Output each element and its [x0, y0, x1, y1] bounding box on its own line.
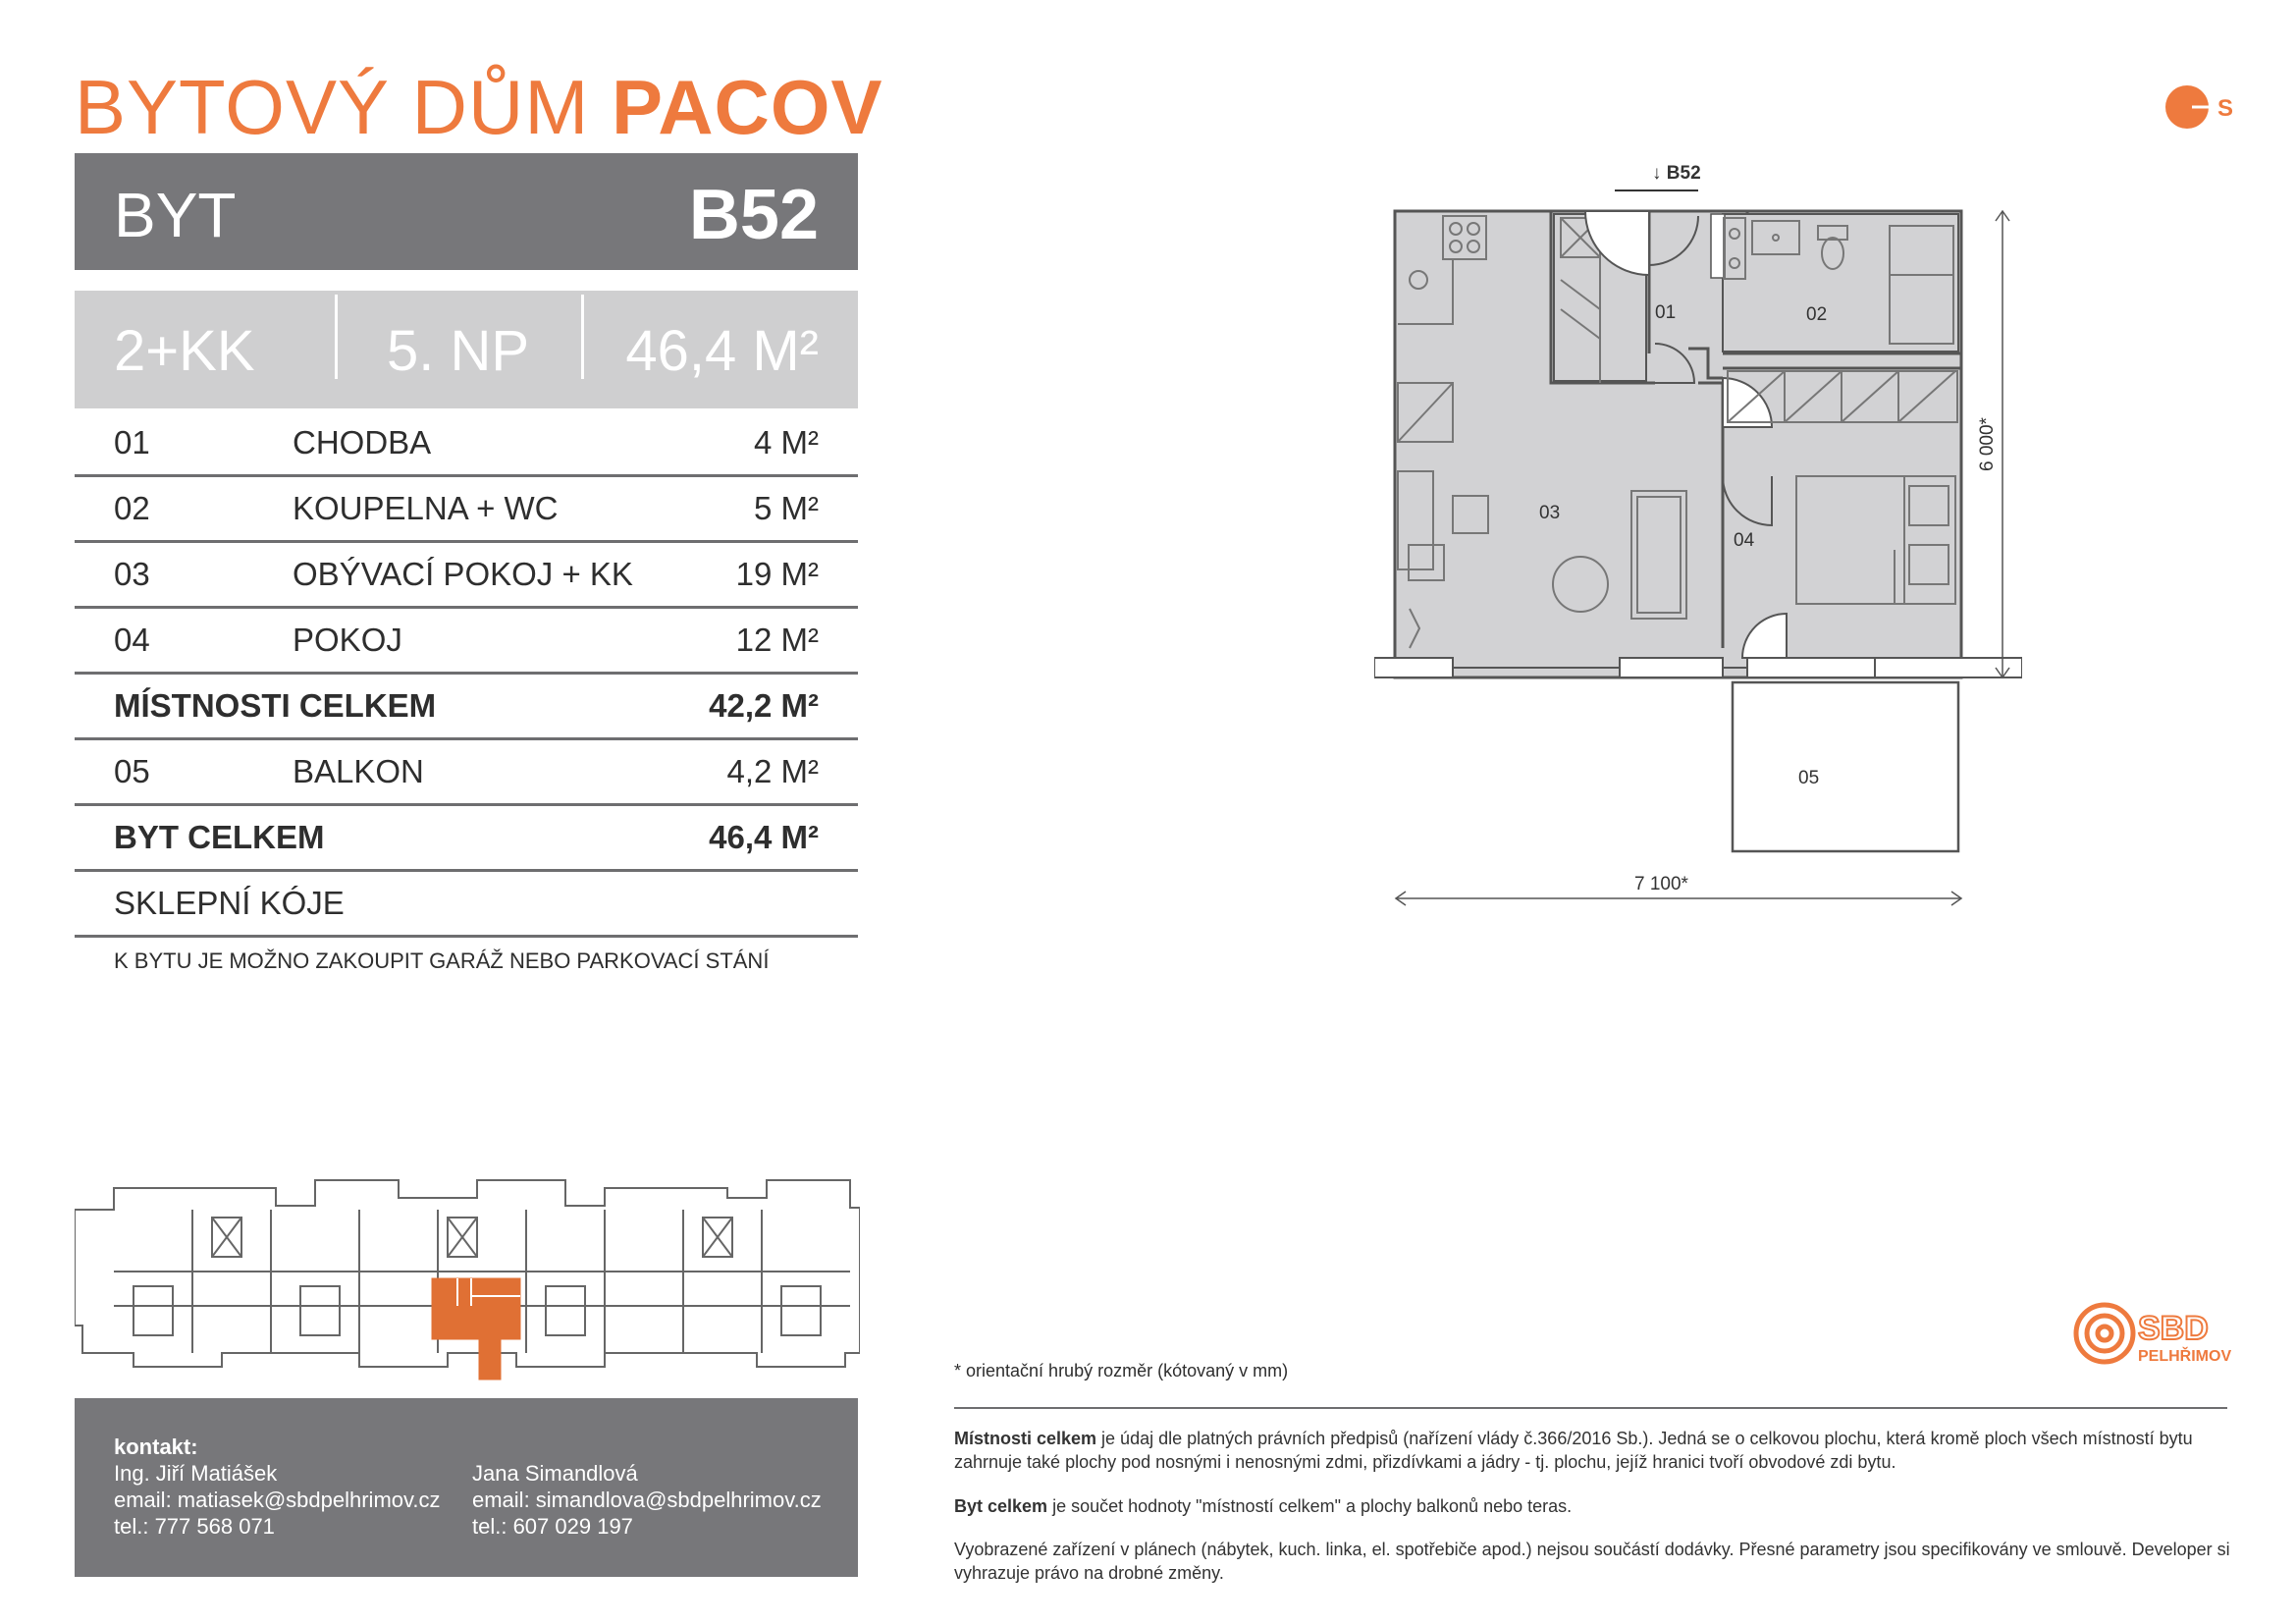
building-key-plan — [75, 1178, 860, 1384]
unit-summary — [75, 291, 858, 408]
cellar-label: SKLEPNÍ KÓJE — [114, 885, 345, 921]
definition: je údaj dle platných právních předpisů (nařízení vlády č.366/2016 Sb.). Jedná se o celkovou plochu, která kromě ploch všech místností bytu zahrnuje také plochy pod nosnými i nenosnými zdmi, přizdívkami a jádry - tj. plochu, jejíž hranici tvoří obvodové zdi bytu. — [954, 1429, 2193, 1472]
balcony-area — [1733, 682, 1958, 851]
page-title — [75, 64, 883, 150]
room-name: OBÝVACÍ POKOJ + KK — [293, 556, 633, 592]
unit-floor: 5. NP — [387, 319, 530, 383]
contact-name: Jana Simandlová — [472, 1461, 638, 1486]
room-label-05: 05 — [1798, 768, 1820, 788]
unit-total-area: 46,4 M² — [709, 819, 819, 855]
summary-divider — [335, 295, 338, 379]
contact-name: Ing. Jiří Matiášek — [114, 1461, 278, 1486]
summary-divider — [581, 295, 584, 379]
contact-email[interactable]: email: simandlova@sbdpelhrimov.cz — [472, 1488, 822, 1512]
term: Byt celkem — [954, 1496, 1048, 1516]
room-label-04: 04 — [1734, 530, 1755, 551]
dimension-width: 7 100* — [1634, 874, 1688, 894]
dimension-note: * orientační hrubý rozměr (kótovaný v mm) — [954, 1361, 1289, 1380]
unit-total-note — [954, 1494, 2230, 1518]
unit-area: 46,4 M² — [625, 319, 819, 383]
contact-person-2 — [472, 1460, 822, 1540]
room-row — [75, 540, 858, 609]
entry-label: ↓ B52 — [1652, 163, 1701, 184]
term: Místnosti celkem — [954, 1429, 1097, 1448]
room-number: 01 — [114, 424, 150, 460]
title-bold: PACOV — [611, 64, 883, 150]
rooms-total-area: 42,2 M² — [709, 687, 819, 724]
contact-heading: kontakt: — [114, 1435, 198, 1459]
room-area: 5 M² — [754, 490, 819, 526]
room-area: 12 M² — [735, 622, 819, 658]
cellar-row — [75, 869, 858, 938]
room-number: 02 — [114, 490, 150, 526]
room-number: 03 — [114, 556, 150, 592]
room-row — [75, 474, 858, 543]
unit-layout: 2+KK — [114, 319, 255, 383]
unit-label: BYT — [114, 180, 237, 250]
garage-note: K BYTU JE MOŽNO ZAKOUPIT GARÁŽ NEBO PARKOVACÍ STÁNÍ — [114, 948, 770, 973]
floor-plan — [1374, 147, 2022, 913]
room-label-03: 03 — [1539, 503, 1561, 523]
definition: je součet hodnoty "místností celkem" a plochy balkonů nebo teras. — [1047, 1496, 1573, 1516]
rooms-total-note — [954, 1427, 2230, 1474]
contact-email[interactable]: email: matiasek@sbdpelhrimov.cz — [114, 1488, 441, 1512]
sbd-logo-text: SBD — [2138, 1310, 2209, 1347]
room-name: KOUPELNA + WC — [293, 490, 559, 526]
room-number: 05 — [114, 753, 150, 789]
room-area: 4,2 M² — [726, 753, 819, 789]
unit-number: B52 — [688, 176, 819, 254]
company-logo — [2164, 84, 2243, 130]
unit-total-row — [75, 803, 858, 872]
rooms-total-label: MÍSTNOSTI CELKEM — [114, 687, 437, 724]
unit-highlight — [432, 1278, 520, 1380]
dimension-height: 6 000* — [1977, 417, 1998, 471]
contact-phone[interactable]: tel.: 777 568 071 — [114, 1514, 275, 1539]
room-label-01: 01 — [1655, 302, 1677, 323]
unit-header — [75, 153, 858, 270]
room-name: POKOJ — [293, 622, 402, 658]
logo-letter: S — [2217, 95, 2234, 122]
title-light: BYTOVÝ DŮM — [75, 64, 590, 150]
unit-total-label: BYT CELKEM — [114, 819, 325, 855]
room-name: CHODBA — [293, 424, 432, 460]
room-row — [75, 408, 858, 477]
sbd-logo-subtext: PELHŘIMOV — [2138, 1348, 2232, 1365]
sbd-logo — [2071, 1298, 2238, 1369]
rooms-total-row — [75, 672, 858, 740]
notes-divider — [954, 1407, 2227, 1409]
room-name: BALKON — [293, 753, 424, 789]
contact-box — [75, 1398, 858, 1577]
contact-phone[interactable]: tel.: 607 029 197 — [472, 1514, 633, 1539]
room-row — [75, 606, 858, 675]
furnishing-note: Vyobrazené zařízení v plánech (nábytek, kuch. linka, el. spotřebiče apod.) nejsou součástí dodávky. Přesné parametry jsou specifikovány ve smlouvě. Developer si vyhrazuje právo na drobné změny. — [954, 1540, 2230, 1583]
balcony-row — [75, 737, 858, 806]
contact-person-1 — [114, 1460, 440, 1540]
room-number: 04 — [114, 622, 150, 658]
room-label-02: 02 — [1806, 304, 1828, 325]
room-area: 4 M² — [754, 424, 819, 460]
room-area: 19 M² — [735, 556, 819, 592]
